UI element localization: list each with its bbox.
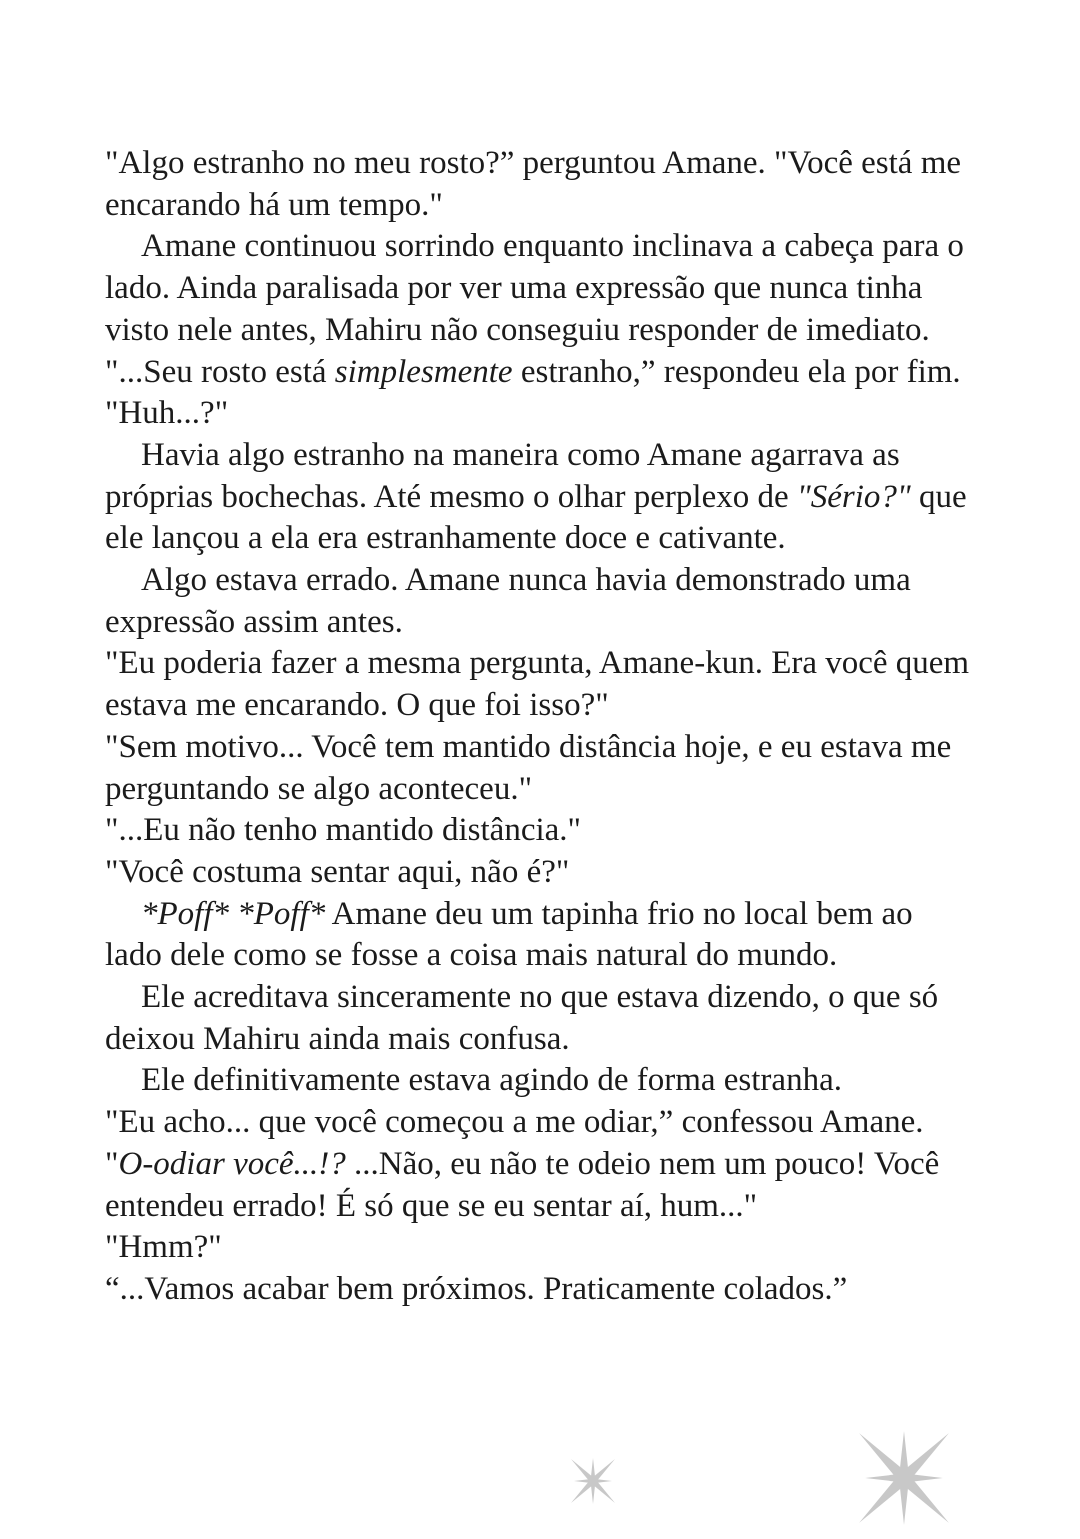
text-segment: "Huh...?": [105, 395, 229, 432]
paragraph: [105, 560, 973, 643]
paragraph: [105, 352, 973, 394]
text-segment: Amane continuou sorrindo enquanto inclinava a cabeça para o lado. Ainda paralisada por ver uma expressão que nunca tinha visto nele antes, Mahiru não conseguiu responder de imediato.: [105, 228, 964, 348]
paragraph: [105, 435, 973, 560]
text-segment: ": [105, 1145, 119, 1182]
text-segment: Ele acreditava sinceramente no que estava dizendo, o que só deixou Mahiru ainda mais confusa.: [105, 979, 939, 1057]
text-segment: "Você costuma sentar aqui, não é?": [105, 853, 570, 890]
text-segment: "Eu acho... que você começou a me odiar,” confessou Amane.: [105, 1104, 924, 1141]
page-text: [105, 143, 973, 1311]
paragraph: [105, 1144, 973, 1227]
paragraph: [105, 143, 973, 226]
text-segment: "Eu poderia fazer a mesma pergunta, Amane-kun. Era você quem estava me encarando. O que foi isso?": [105, 645, 970, 724]
paragraph: [105, 977, 973, 1060]
text-segment: estranho,” respondeu ela por fim.: [512, 353, 961, 390]
paragraph: [105, 643, 973, 726]
text-segment: ...Não, eu não te odeio nem um pouco! Você entendeu errado! É só que se eu sentar aí, hum...": [105, 1145, 940, 1224]
italic-text-segment: "Sério?": [796, 478, 911, 515]
text-segment: "Algo estranho no meu rosto?” perguntou Amane. "Você está me encarando há um tempo.": [105, 145, 962, 223]
italic-text-segment: simplesmente: [334, 353, 513, 390]
italic-text-segment: *Poff* *Poff*: [141, 895, 326, 932]
paragraph: [105, 393, 973, 435]
text-segment: Algo estava errado. Amane nunca havia demonstrado uma expressão assim antes.: [105, 562, 911, 640]
paragraph: [105, 727, 973, 810]
italic-text-segment: O-odiar você...!?: [118, 1145, 346, 1182]
text-segment: Amane deu um tapinha frio no local bem ao lado dele como se fosse a coisa mais natural do mundo.: [105, 895, 913, 974]
text-segment: “...Vamos acabar bem próximos. Praticamente colados.”: [105, 1270, 848, 1307]
paragraph: [105, 894, 973, 977]
text-segment: Ele definitivamente estava agindo de forma estranha.: [141, 1062, 842, 1099]
sparkle-icon-large: [853, 1427, 955, 1529]
text-segment: "Sem motivo... Você tem mantido distância hoje, e eu estava me perguntando se algo aconteceu.": [105, 728, 952, 807]
text-segment: que ele lançou a ela era estranhamente doce e cativante.: [105, 478, 967, 557]
paragraph: [105, 226, 973, 351]
text-segment: Havia algo estranho na maneira como Amane agarrava as próprias bochechas. Até mesmo o olhar perplexo de: [105, 436, 900, 515]
paragraph: [105, 1060, 973, 1102]
paragraph: [105, 1269, 973, 1311]
text-segment: "...Eu não tenho mantido distância.": [105, 812, 582, 849]
paragraph: [105, 810, 973, 852]
text-segment: "...Seu rosto está: [105, 353, 335, 390]
paragraph: [105, 852, 973, 894]
text-segment: "Hmm?": [105, 1229, 222, 1266]
paragraph: [105, 1227, 973, 1269]
paragraph: [105, 1102, 973, 1144]
sparkle-icon-small: [568, 1456, 618, 1506]
